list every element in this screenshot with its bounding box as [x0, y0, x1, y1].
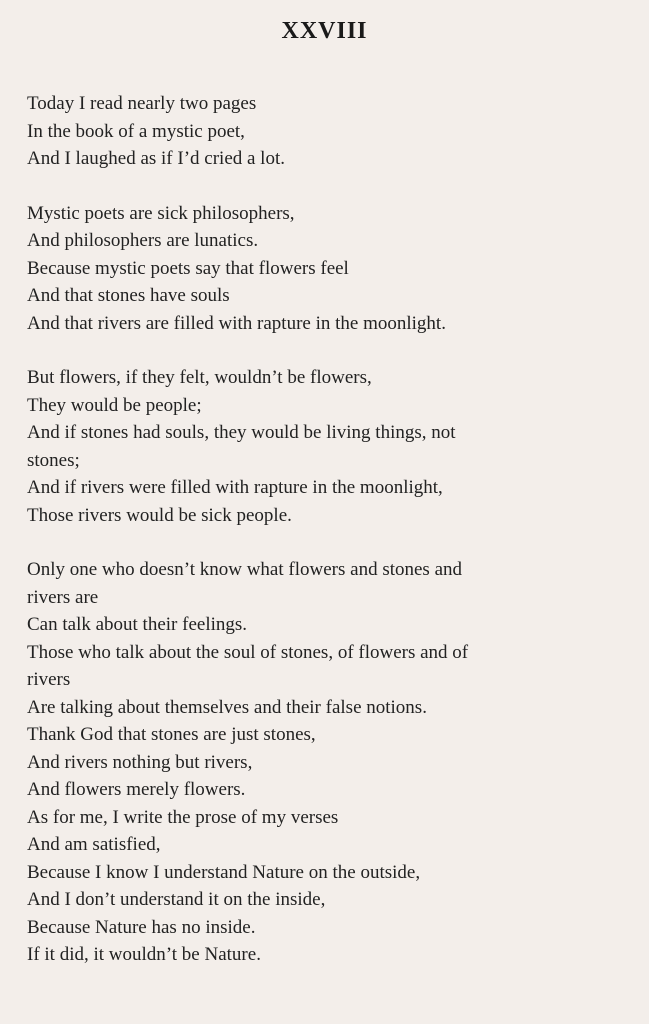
- poem-line: And am satisfied,: [27, 834, 161, 855]
- poem-line: And I laughed as if I’d cried a lot.: [27, 148, 285, 169]
- poem-line: And philosophers are lunatics.: [27, 230, 259, 251]
- stanza-2: [27, 200, 627, 338]
- poem-line: Only one who doesn’t know what flowers and stones and: [27, 559, 462, 580]
- poem-line: If it did, it wouldn’t be Nature.: [27, 944, 261, 965]
- poem-line: And rivers nothing but rivers,: [27, 751, 253, 773]
- poem-line: Are talking about themselves and their false notions.: [27, 696, 427, 718]
- poem-line: As for me, I write the prose of my verses: [27, 806, 339, 828]
- poem-line: Because mystic poets say that flowers feel: [27, 257, 349, 279]
- poem-body: [27, 90, 627, 996]
- poem-line: Can talk about their feelings.: [27, 614, 248, 635]
- poem-line: rivers: [27, 669, 71, 690]
- poem-line: Those who talk about the soul of stones, of flowers and of: [27, 641, 469, 663]
- poem-title: XXVIII: [281, 18, 368, 44]
- poem-line: They would be people;: [27, 394, 202, 416]
- poem-line: And that rivers are filled with rapture in the moonlight.: [27, 312, 446, 334]
- poem-line: Those rivers would be sick people.: [27, 504, 292, 526]
- poem-line: In the book of a mystic poet,: [27, 120, 245, 142]
- poem-line: Because Nature has no inside.: [27, 916, 256, 938]
- poem-line: And that stones have souls: [27, 285, 230, 306]
- poem-line: stones;: [27, 449, 80, 471]
- stanza-3: [27, 364, 627, 529]
- poem-line: And I don’t understand it on the inside,: [27, 889, 326, 910]
- poem-line: And flowers merely flowers.: [27, 779, 246, 800]
- poem-line: Mystic poets are sick philosophers,: [27, 202, 295, 224]
- poem-line: rivers are: [27, 586, 99, 608]
- stanza-4: [27, 556, 627, 969]
- poem-line: Because I know I understand Nature on the outside,: [27, 861, 421, 883]
- poem-line: Today I read nearly two pages: [27, 93, 257, 114]
- stanza-1: [27, 90, 627, 173]
- poem-line: And if rivers were filled with rapture in the moonlight,: [27, 477, 443, 498]
- poem-line: Thank God that stones are just stones,: [27, 724, 316, 745]
- poem-line: But flowers, if they felt, wouldn’t be flowers,: [27, 367, 372, 388]
- poem-line: And if stones had souls, they would be living things, not: [27, 422, 456, 443]
